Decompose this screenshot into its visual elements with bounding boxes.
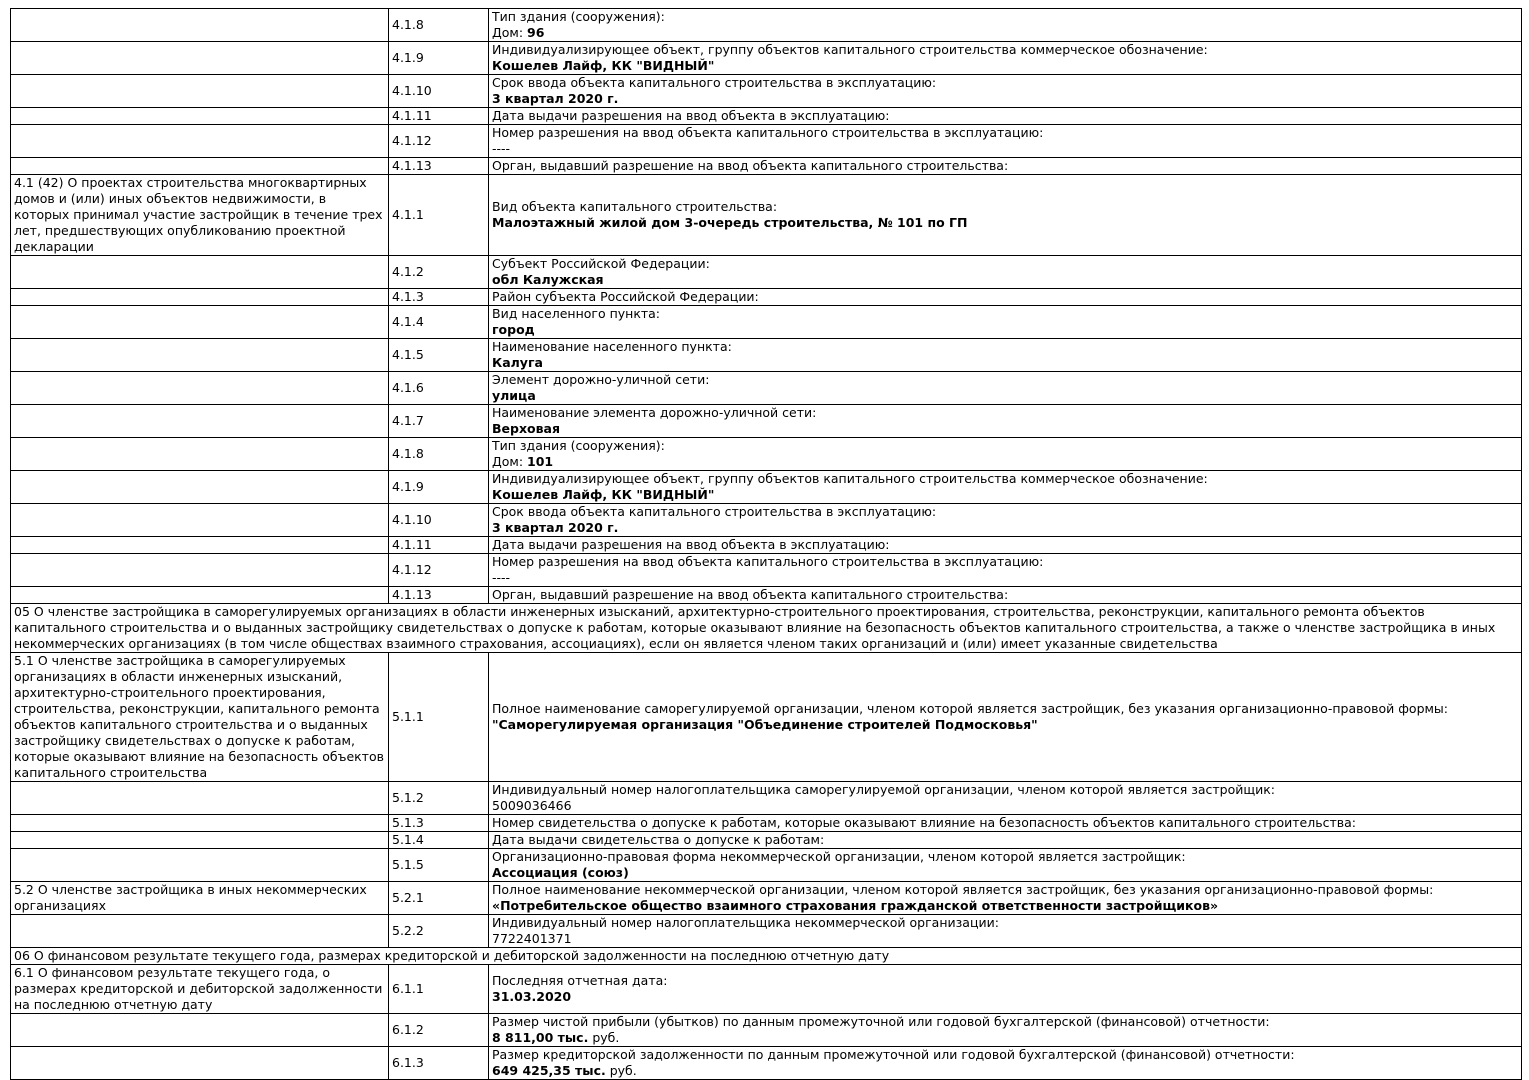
field-value [492, 989, 1518, 1005]
row-number: 5.2.1 [389, 882, 489, 915]
field-label: Номер свидетельства о допуске к работам, которые оказывают влияние на безопасность объектов капитального строительства: [492, 815, 1356, 830]
row-description [11, 587, 389, 604]
row-description [11, 372, 389, 405]
value-bold-text: Верховая [492, 421, 560, 436]
value-normal-text: ---- [492, 570, 511, 585]
field-label: Вид населенного пункта: [492, 306, 661, 321]
row-content [489, 158, 1522, 175]
section-header: 06 О финансовом результате текущего года, размерах кредиторской и дебиторской задолженности на последнюю отчетную дату [11, 948, 1522, 965]
table-row [11, 554, 1522, 587]
row-number: 4.1.3 [389, 289, 489, 306]
value-normal-text: Дом: [492, 454, 528, 469]
table-row [11, 438, 1522, 471]
row-number: 6.1.2 [389, 1014, 489, 1047]
value-bold-text: 101 [527, 454, 554, 469]
row-description [11, 289, 389, 306]
row-number: 4.1.9 [389, 42, 489, 75]
row-description [11, 339, 389, 372]
field-value [492, 454, 1518, 470]
field-value [492, 388, 1518, 404]
table-row [11, 125, 1522, 158]
table-row [11, 471, 1522, 504]
row-number: 4.1.8 [389, 9, 489, 42]
field-label: Дата выдачи разрешения на ввод объекта в эксплуатацию: [492, 537, 890, 552]
project-declaration-table [10, 8, 1522, 1080]
table-row [11, 289, 1522, 306]
field-label: Срок ввода объекта капитального строительства в эксплуатацию: [492, 75, 937, 90]
row-number: 4.1.9 [389, 471, 489, 504]
row-description: 4.1 (42) О проектах строительства многоквартирных домов и (или) иных объектов недвижимости, в которых принимал участие застройщик в течение трех лет, предшествующих опубликованию проектной декларации [11, 175, 389, 256]
row-description [11, 42, 389, 75]
row-content [489, 306, 1522, 339]
row-number: 4.1.10 [389, 75, 489, 108]
row-content [489, 256, 1522, 289]
field-value [492, 1063, 1518, 1079]
row-number: 5.1.4 [389, 832, 489, 849]
row-description: 6.1 О финансовом результате текущего года, о размерах кредиторской и дебиторской задолженности на последнюю отчетную дату [11, 965, 389, 1014]
table-row [11, 42, 1522, 75]
field-value [492, 487, 1518, 503]
row-description [11, 438, 389, 471]
row-description [11, 782, 389, 815]
field-label: Номер разрешения на ввод объекта капитального строительства в эксплуатацию: [492, 125, 1044, 140]
field-value [492, 931, 1518, 947]
value-normal-text: Дом: [492, 25, 528, 40]
table-row [11, 108, 1522, 125]
row-content [489, 815, 1522, 832]
field-value [492, 1030, 1518, 1046]
field-value [492, 798, 1518, 814]
field-value [492, 898, 1518, 914]
table-row [11, 405, 1522, 438]
row-number: 5.2.2 [389, 915, 489, 948]
table-row [11, 832, 1522, 849]
row-content [489, 289, 1522, 306]
row-number: 4.1.4 [389, 306, 489, 339]
table-row [11, 504, 1522, 537]
field-value [492, 322, 1518, 338]
row-number: 6.1.1 [389, 965, 489, 1014]
row-description [11, 554, 389, 587]
value-bold-text: 8 811,00 тыс. [492, 1030, 589, 1045]
row-content [489, 125, 1522, 158]
field-label: Наименование населенного пункта: [492, 339, 732, 354]
table-row [11, 782, 1522, 815]
value-bold-text: 649 425,35 тыс. [492, 1063, 606, 1078]
table-body [11, 9, 1522, 1080]
row-number: 4.1.6 [389, 372, 489, 405]
value-bold-text: город [492, 322, 535, 337]
row-number: 4.1.8 [389, 438, 489, 471]
value-normal-text: 5009036466 [492, 798, 572, 813]
row-content [489, 554, 1522, 587]
row-content [489, 915, 1522, 948]
row-number: 6.1.3 [389, 1047, 489, 1080]
row-number: 4.1.13 [389, 587, 489, 604]
field-label: Тип здания (сооружения): [492, 438, 665, 453]
field-value [492, 25, 1518, 41]
value-bold-text: Кошелев Лайф, КК "ВИДНЫЙ" [492, 58, 715, 73]
value-bold-text: 31.03.2020 [492, 989, 572, 1004]
table-row [11, 849, 1522, 882]
row-description [11, 849, 389, 882]
field-value [492, 91, 1518, 107]
row-content [489, 965, 1522, 1014]
field-label: Индивидуализирующее объект, группу объектов капитального строительства коммерческое обозначение: [492, 471, 1208, 486]
value-bold-text: «Потребительское общество взаимного страхования гражданской ответственности застройщиков» [492, 898, 1219, 913]
table-row [11, 587, 1522, 604]
row-description [11, 158, 389, 175]
row-content [489, 782, 1522, 815]
table-row [11, 1047, 1522, 1080]
row-content [489, 175, 1522, 256]
row-content [489, 849, 1522, 882]
field-label: Наименование элемента дорожно-уличной сети: [492, 405, 817, 420]
row-content [489, 653, 1522, 782]
row-content [489, 438, 1522, 471]
value-bold-text: Калуга [492, 355, 543, 370]
field-value [492, 58, 1518, 74]
table-row [11, 175, 1522, 256]
row-number: 4.1.7 [389, 405, 489, 438]
field-label: Дата выдачи свидетельства о допуске к работам: [492, 832, 825, 847]
table-row [11, 653, 1522, 782]
row-content [489, 75, 1522, 108]
row-description [11, 256, 389, 289]
row-description [11, 306, 389, 339]
table-row [11, 9, 1522, 42]
field-value [492, 215, 1518, 231]
row-description [11, 9, 389, 42]
section-header: 05 О членстве застройщика в саморегулируемых организациях в области инженерных изысканий, архитектурно-строительного проектирования, строительства, реконструкции, капитального ремонта объектов капитального строительства и о выданных застройщику свидетельствах о допуске к работам, которые оказывают влияние на безопасность объектов капитального строительства, а также о членстве застройщика в иных некоммерческих организациях (в том числе обществах взаимного страхования, ассоциациях), если он является членом таких организаций и (или) имеет указанные свидетельства [11, 604, 1522, 653]
row-description [11, 1047, 389, 1080]
table-row [11, 815, 1522, 832]
field-label: Полное наименование некоммерческой организации, членом которой является застройщик, без указания организационно-правовой формы: [492, 882, 1434, 897]
row-content [489, 537, 1522, 554]
row-description [11, 108, 389, 125]
value-suffix-text: руб. [588, 1030, 620, 1045]
section-row [11, 604, 1522, 653]
value-bold-text: 3 квартал 2020 г. [492, 91, 619, 106]
table-row [11, 158, 1522, 175]
row-description [11, 471, 389, 504]
field-label: Номер разрешения на ввод объекта капитального строительства в эксплуатацию: [492, 554, 1044, 569]
field-value [492, 355, 1518, 371]
row-description [11, 125, 389, 158]
table-row [11, 1014, 1522, 1047]
row-description [11, 915, 389, 948]
field-label: Тип здания (сооружения): [492, 9, 665, 24]
row-content [489, 587, 1522, 604]
row-content [489, 504, 1522, 537]
row-description [11, 75, 389, 108]
row-content [489, 372, 1522, 405]
field-label: Вид объекта капитального строительства: [492, 199, 778, 214]
row-number: 4.1.13 [389, 158, 489, 175]
field-label: Срок ввода объекта капитального строительства в эксплуатацию: [492, 504, 937, 519]
value-bold-text: Ассоциация (союз) [492, 865, 629, 880]
row-description [11, 504, 389, 537]
field-label: Индивидуальный номер налогоплательщика саморегулируемой организации, членом которой является застройщик: [492, 782, 1276, 797]
value-bold-text: Малоэтажный жилой дом 3-очередь строительства, № 101 по ГП [492, 215, 968, 230]
row-content [489, 339, 1522, 372]
row-content [489, 405, 1522, 438]
row-number: 4.1.1 [389, 175, 489, 256]
field-label: Организационно-правовая форма некоммерческой организации, членом которой является застройщик: [492, 849, 1186, 864]
row-number: 5.1.2 [389, 782, 489, 815]
table-row [11, 306, 1522, 339]
field-value [492, 570, 1518, 586]
row-content [489, 42, 1522, 75]
row-description: 5.1 О членстве застройщика в саморегулируемых организациях в области инженерных изысканий, архитектурно-строительного проектирования, строительства, реконструкции, капитального ремонта объектов капитального строительства и о выданных застройщику свидетельствах о допуске к работам, которые оказывают влияние на безопасность объектов капитального строительства [11, 653, 389, 782]
field-label: Район субъекта Российской Федерации: [492, 289, 759, 304]
value-bold-text: 96 [527, 25, 545, 40]
row-description [11, 537, 389, 554]
field-label: Элемент дорожно-уличной сети: [492, 372, 710, 387]
row-description: 5.2 О членстве застройщика в иных некоммерческих организациях [11, 882, 389, 915]
row-number: 4.1.2 [389, 256, 489, 289]
value-normal-text: 7722401371 [492, 931, 572, 946]
row-description [11, 405, 389, 438]
table-row [11, 882, 1522, 915]
row-content [489, 108, 1522, 125]
field-value [492, 717, 1518, 733]
table-row [11, 372, 1522, 405]
field-label: Последняя отчетная дата: [492, 973, 668, 988]
row-content [489, 471, 1522, 504]
value-bold-text: 3 квартал 2020 г. [492, 520, 619, 535]
field-value [492, 141, 1518, 157]
row-content [489, 1047, 1522, 1080]
table-row [11, 256, 1522, 289]
row-content [489, 882, 1522, 915]
row-description [11, 832, 389, 849]
row-number: 4.1.12 [389, 554, 489, 587]
row-number: 4.1.5 [389, 339, 489, 372]
field-label: Индивидуализирующее объект, группу объектов капитального строительства коммерческое обозначение: [492, 42, 1208, 57]
row-description [11, 815, 389, 832]
field-label: Орган, выдавший разрешение на ввод объекта капитального строительства: [492, 587, 1009, 602]
value-suffix-text: руб. [605, 1063, 637, 1078]
value-normal-text: ---- [492, 141, 511, 156]
field-value [492, 520, 1518, 536]
table-row [11, 965, 1522, 1014]
field-value [492, 272, 1518, 288]
row-content [489, 1014, 1522, 1047]
table-row [11, 75, 1522, 108]
value-bold-text: обл Калужская [492, 272, 604, 287]
field-label: Орган, выдавший разрешение на ввод объекта капитального строительства: [492, 158, 1009, 173]
row-description [11, 1014, 389, 1047]
table-row [11, 339, 1522, 372]
row-number: 4.1.12 [389, 125, 489, 158]
field-label: Дата выдачи разрешения на ввод объекта в эксплуатацию: [492, 108, 890, 123]
row-number: 5.1.5 [389, 849, 489, 882]
table-row [11, 537, 1522, 554]
row-number: 5.1.1 [389, 653, 489, 782]
field-label: Индивидуальный номер налогоплательщика некоммерческой организации: [492, 915, 999, 930]
row-content [489, 832, 1522, 849]
field-label: Полное наименование саморегулируемой организации, членом которой является застройщик, без указания организационно-правовой формы: [492, 701, 1449, 716]
table-row [11, 915, 1522, 948]
row-number: 4.1.11 [389, 108, 489, 125]
row-number: 4.1.10 [389, 504, 489, 537]
row-number: 5.1.3 [389, 815, 489, 832]
value-bold-text: "Саморегулируемая организация "Объединение строителей Подмосковья" [492, 717, 1038, 732]
field-label: Размер кредиторской задолженности по данным промежуточной или годовой бухгалтерской (финансовой) отчетности: [492, 1047, 1295, 1062]
field-value [492, 421, 1518, 437]
value-bold-text: Кошелев Лайф, КК "ВИДНЫЙ" [492, 487, 715, 502]
field-value [492, 865, 1518, 881]
section-row [11, 948, 1522, 965]
row-content [489, 9, 1522, 42]
field-label: Субъект Российской Федерации: [492, 256, 710, 271]
value-bold-text: улица [492, 388, 536, 403]
row-number: 4.1.11 [389, 537, 489, 554]
field-label: Размер чистой прибыли (убытков) по данным промежуточной или годовой бухгалтерской (финансовой) отчетности: [492, 1014, 1270, 1029]
